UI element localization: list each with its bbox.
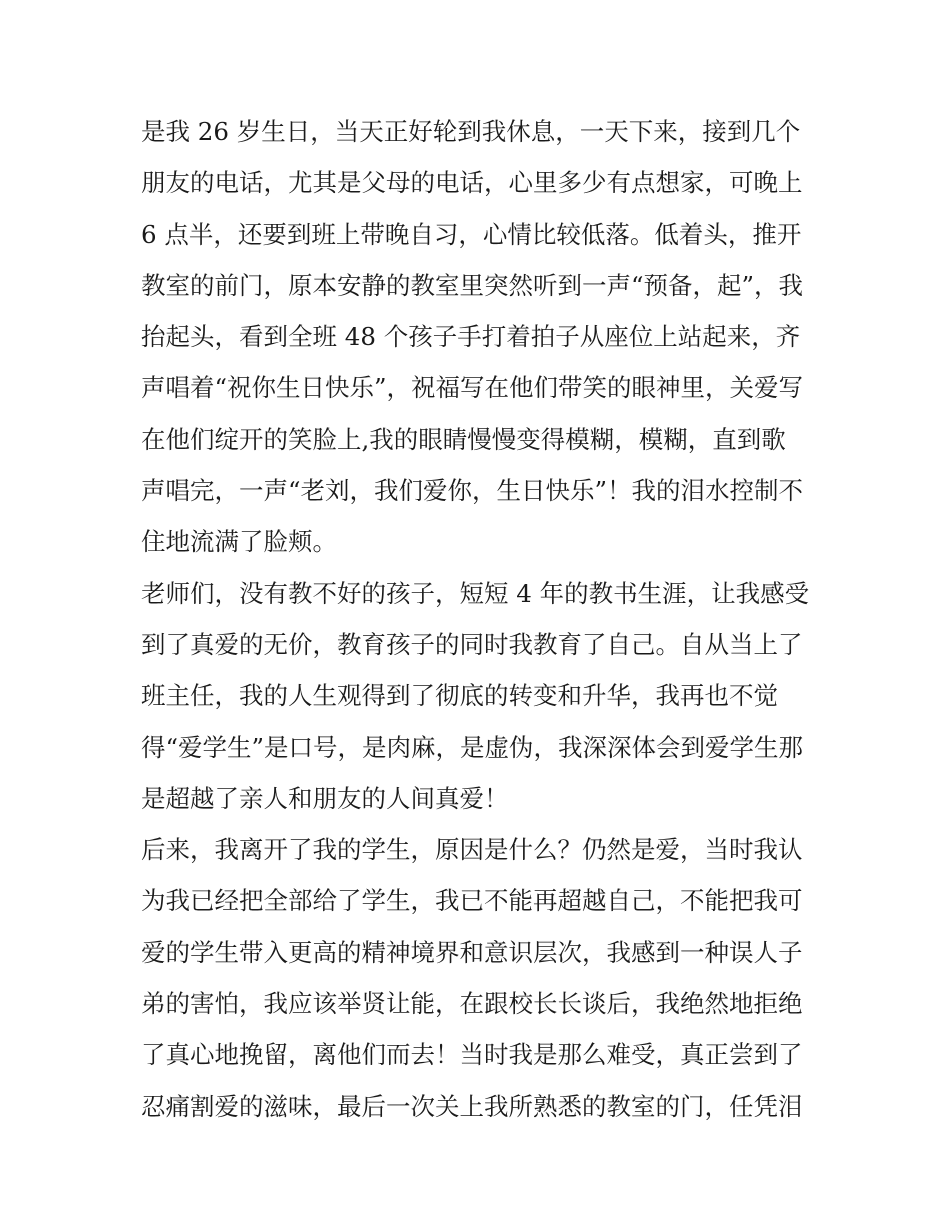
text-line: 弟的害怕，我应该举贤让能，在跟校长长谈后，我绝然地拒绝 — [141, 989, 803, 1019]
text-line: 是超越了亲人和朋友的人间真爱！ — [141, 783, 509, 813]
text-line: 后来，我离开了我的学生，原因是什么？仍然是爱，当时我认 — [141, 835, 803, 865]
text-line: 声唱完，一声“老刘，我们爱你，生日快乐”！我的泪水控制不 — [141, 476, 804, 506]
text-line: 得“爱学生”是口号，是肉麻，是虚伪，我深深体会到爱学生那 — [141, 732, 804, 762]
text-line: 到了真爱的无价，教育孩子的同时我教育了自己。自从当上了 — [141, 629, 803, 659]
text-line: 是我 26 岁生日，当天正好轮到我休息，一天下来，接到几个 — [141, 117, 801, 146]
text-line: 在他们绽开的笑脸上,我的眼睛慢慢变得模糊，模糊，直到歌 — [141, 424, 786, 454]
text-line: 朋友的电话，尤其是父母的电话，心里多少有点想家，可晚上 — [141, 168, 803, 198]
text-line: 班主任，我的人生观得到了彻底的转变和升华，我再也不觉 — [141, 681, 778, 711]
text-line: 6 点半，还要到班上带晚自习，心情比较低落。低着头，推开 — [141, 219, 802, 249]
body-text — [141, 106, 821, 1132]
text-line: 爱的学生带入更高的精神境界和意识层次，我感到一种误人子 — [141, 937, 803, 967]
text-line: 抬起头，看到全班 48 个孩子手打着拍子从座位上站起来，齐 — [141, 322, 801, 352]
text-line: 老师们，没有教不好的孩子，短短 4 年的教书生涯，让我感受 — [141, 578, 810, 608]
text-line: 声唱着“祝你生日快乐”，祝福写在他们带笑的眼神里，关爱写 — [141, 373, 804, 403]
text-line: 住地流满了脸颊。 — [141, 527, 337, 557]
text-line: 教室的前门，原本安静的教室里突然听到一声“预备，起”，我 — [141, 270, 804, 300]
text-line: 了真心地挽留，离他们而去！当时我是那么难受，真正尝到了 — [141, 1040, 803, 1070]
text-line: 忍痛割爱的滋味，最后一次关上我所熟悉的教室的门，任凭泪 — [141, 1091, 803, 1121]
text-line: 为我已经把全部给了学生，我已不能再超越自己，不能把我可 — [141, 886, 803, 916]
